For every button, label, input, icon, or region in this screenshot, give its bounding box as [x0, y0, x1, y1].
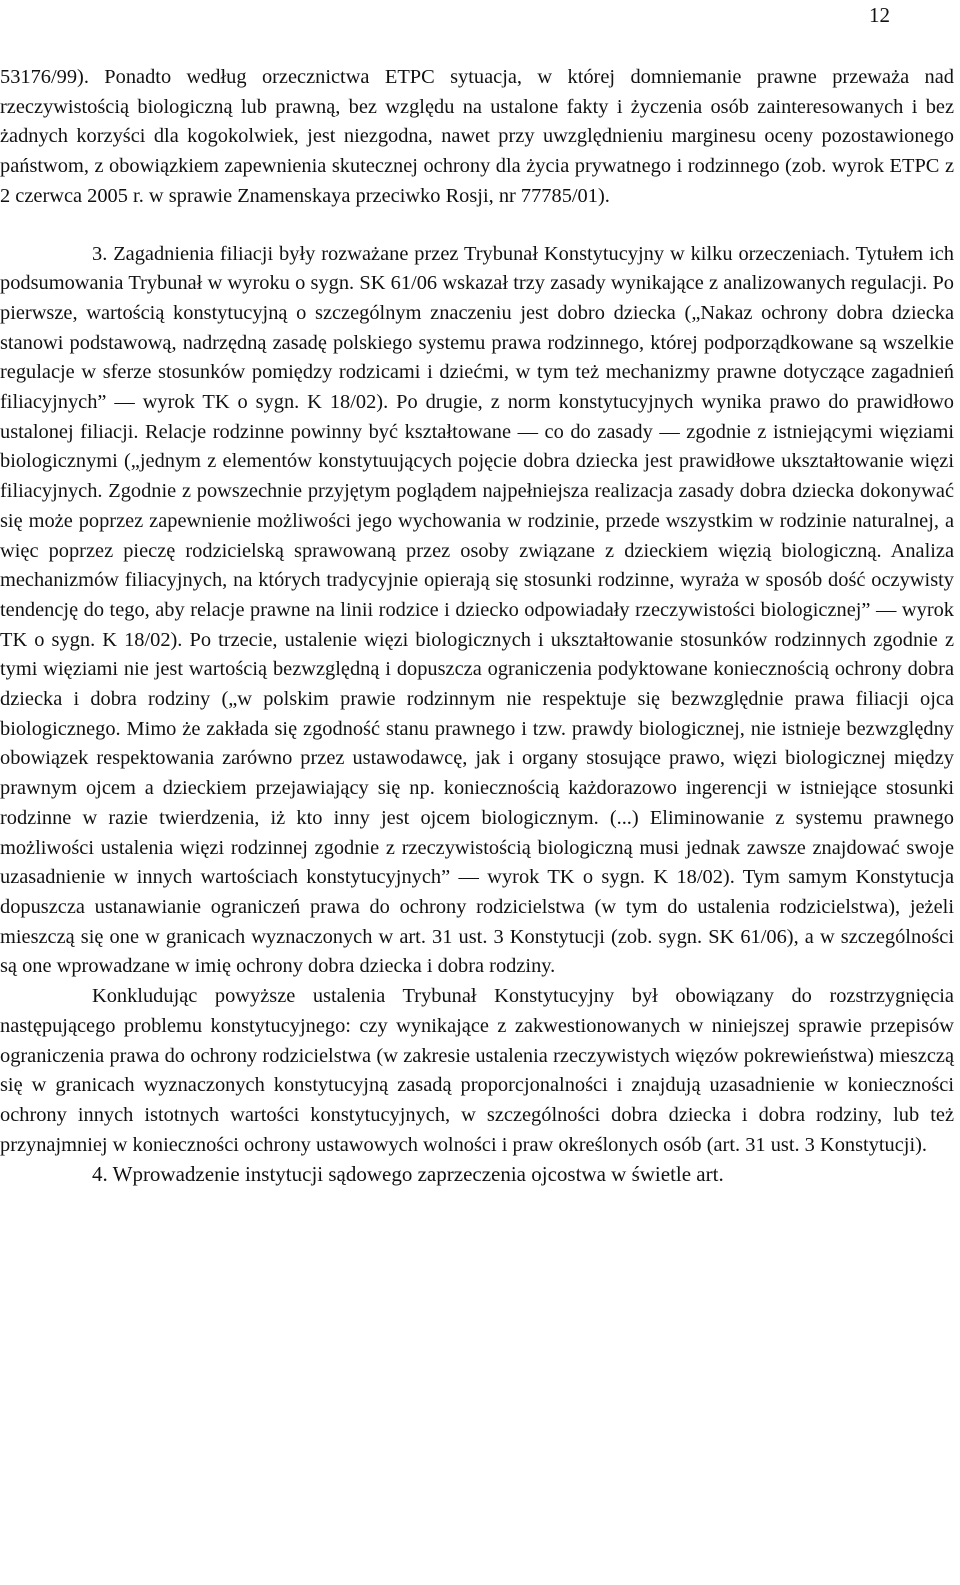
paragraph-section-3: 3. Zagadnienia filiacji były rozważane przez Trybunał Konstytucyjny w kilku orzeczeniach. Tytułem ich podsumowania Trybunał w wyroku o sygn. SK 61/06 wskazał trzy zasady wynikające z analizowanych regulacji. Po pierwsze, wartością konstytucyjną o szczególnym znaczeniu jest dobro dziecka („Nakaz ochrony dobra dziecka stanowi podstawową, nadrzędną zasadę polskiego systemu prawa rodzinnego, której podporządkowane są wszelkie regulacje w sferze stosunków pomiędzy rodzicami i dziećmi, w tym też mechanizmy prawne dotyczące zagadnień filiacyjnych” — wyrok TK o sygn. K 18/02). Po drugie, z norm konstytucyjnych wynika prawo do prawidłowo ustalonej filiacji. Relacje rodzinne powinny być kształtowane — co do zasady — zgodnie z istniejącymi więziami biologicznymi („jednym z elementów konstytuujących pojęcie dobra dziecka jest prawidłowe ukształtowanie więzi filiacyjnych. Zgodnie z powszechnie przyjętym poglądem najpełniejsza realizacja zasady dobra dziecka dokonywać się może poprzez zapewnienie możliwości jego wychowania w rodzinie, przede wszystkim w rodzinie naturalnej, a więc poprzez pieczę rodzicielską sprawowaną przez osoby związane z dzieckiem więzią biologiczną. Analiza mechanizmów filiacyjnych, na których tradycyjnie opierają się stosunki rodzinne, wyraża w sposób dość oczywisty tendencję do tego, aby relacje prawne na linii rodzice i dziecko odpowiadały rzeczywistości biologicznej” — wyrok TK o sygn. K 18/02). Po trzecie, ustalenie więzi biologicznych i ukształtowanie stosunków rodzinnych zgodnie z tymi więziami nie jest wartością bezwzględną i dopuszcza ograniczenia podyktowane koniecznością ochrony dobra dziecka i dobra rodziny („w polskim prawie rodzinnym nie respektuje się bezwzględnie prawa filiacji ojca biologicznego. Mimo że zakłada się zgodność stanu prawnego i tzw. prawdy biologicznej, nie istnieje bezwzględny obowiązek respektowania zarówno przez ustawodawcę, jak i organy stosujące prawo, więzi biologicznej między prawnym ojcem a dzieckiem przejawiający się np. koniecznością każdorazowo ingerencji w istniejące stosunki rodzinne w razie twierdzenia, iż kto inny jest ojcem biologicznym. (...) Eliminowanie z systemu prawnego możliwości ustalenia więzi rodzinnej zgodnie z rzeczywistością biologiczną musi jednak zawsze znajdować swoje uzasadnienie w innych wartościach konstytucyjnych” — wyrok TK o sygn. K 18/02). Tym samym Konstytucja dopuszcza ustanawianie ograniczeń prawa do ochrony rodzicielstwa (w tym do ustalenia rodzicielstwa), jeżeli mieszczą się one w granicach wyznaczonych w art. 31 ust. 3 Konstytucji (zob. sygn. SK 61/06), a w szczególności są one wprowadzane w imię ochrony dobra dziecka i dobra rodziny. [0, 242, 954, 978]
paragraph-conclusion: Konkludując powyższe ustalenia Trybunał Konstytucyjny był obowiązany do rozstrzygnięcia następującego problemu konstytucyjnego: czy wynikające z zakwestionowanych w niniejszej sprawie przepisów ograniczenia prawa do ochrony rodzicielstwa (w zakresie ustalenia rzeczywistych więzów pokrewieństwa) mieszczą się w granicach wyznaczonych konstytucyjną zasadą proporcjonalności i znajdują uzasadnienie w konieczności ochrony innych istotnych wartości konstytucyjnych, w szczególności dobra dziecka i dobra rodziny, lub też przynajmniej w konieczności ochrony ustawowych wolności i praw określonych osób (art. 31 ust. 3 Konstytucji). [0, 985, 954, 1156]
document-body [0, 63, 954, 1189]
section-heading-4: 4. Wprowadzenie instytucji sądowego zaprzeczenia ojcostwa w świetle art. [92, 1162, 724, 1187]
paragraph-etpc: 53176/99). Ponadto według orzecznictwa ETPC sytuacja, w której domniemanie prawne przeważa nad rzeczywistością biologiczną lub prawną, bez względu na ustalone fakty i życzenia osób zainteresowanych i bez żadnych korzyści dla kogokolwiek, jest niezgodna, nawet przy uwzględnieniu marginesu oceny pozostawionego państwom, z obowiązkiem zapewnienia skutecznej ochrony dla życia prywatnego i rodzinnego (zob. wyrok ETPC z 2 czerwca 2005 r. w sprawie Znamenskaya przeciwko Rosji, nr 77785/01). [0, 66, 954, 207]
page-number: 12 [869, 3, 890, 27]
